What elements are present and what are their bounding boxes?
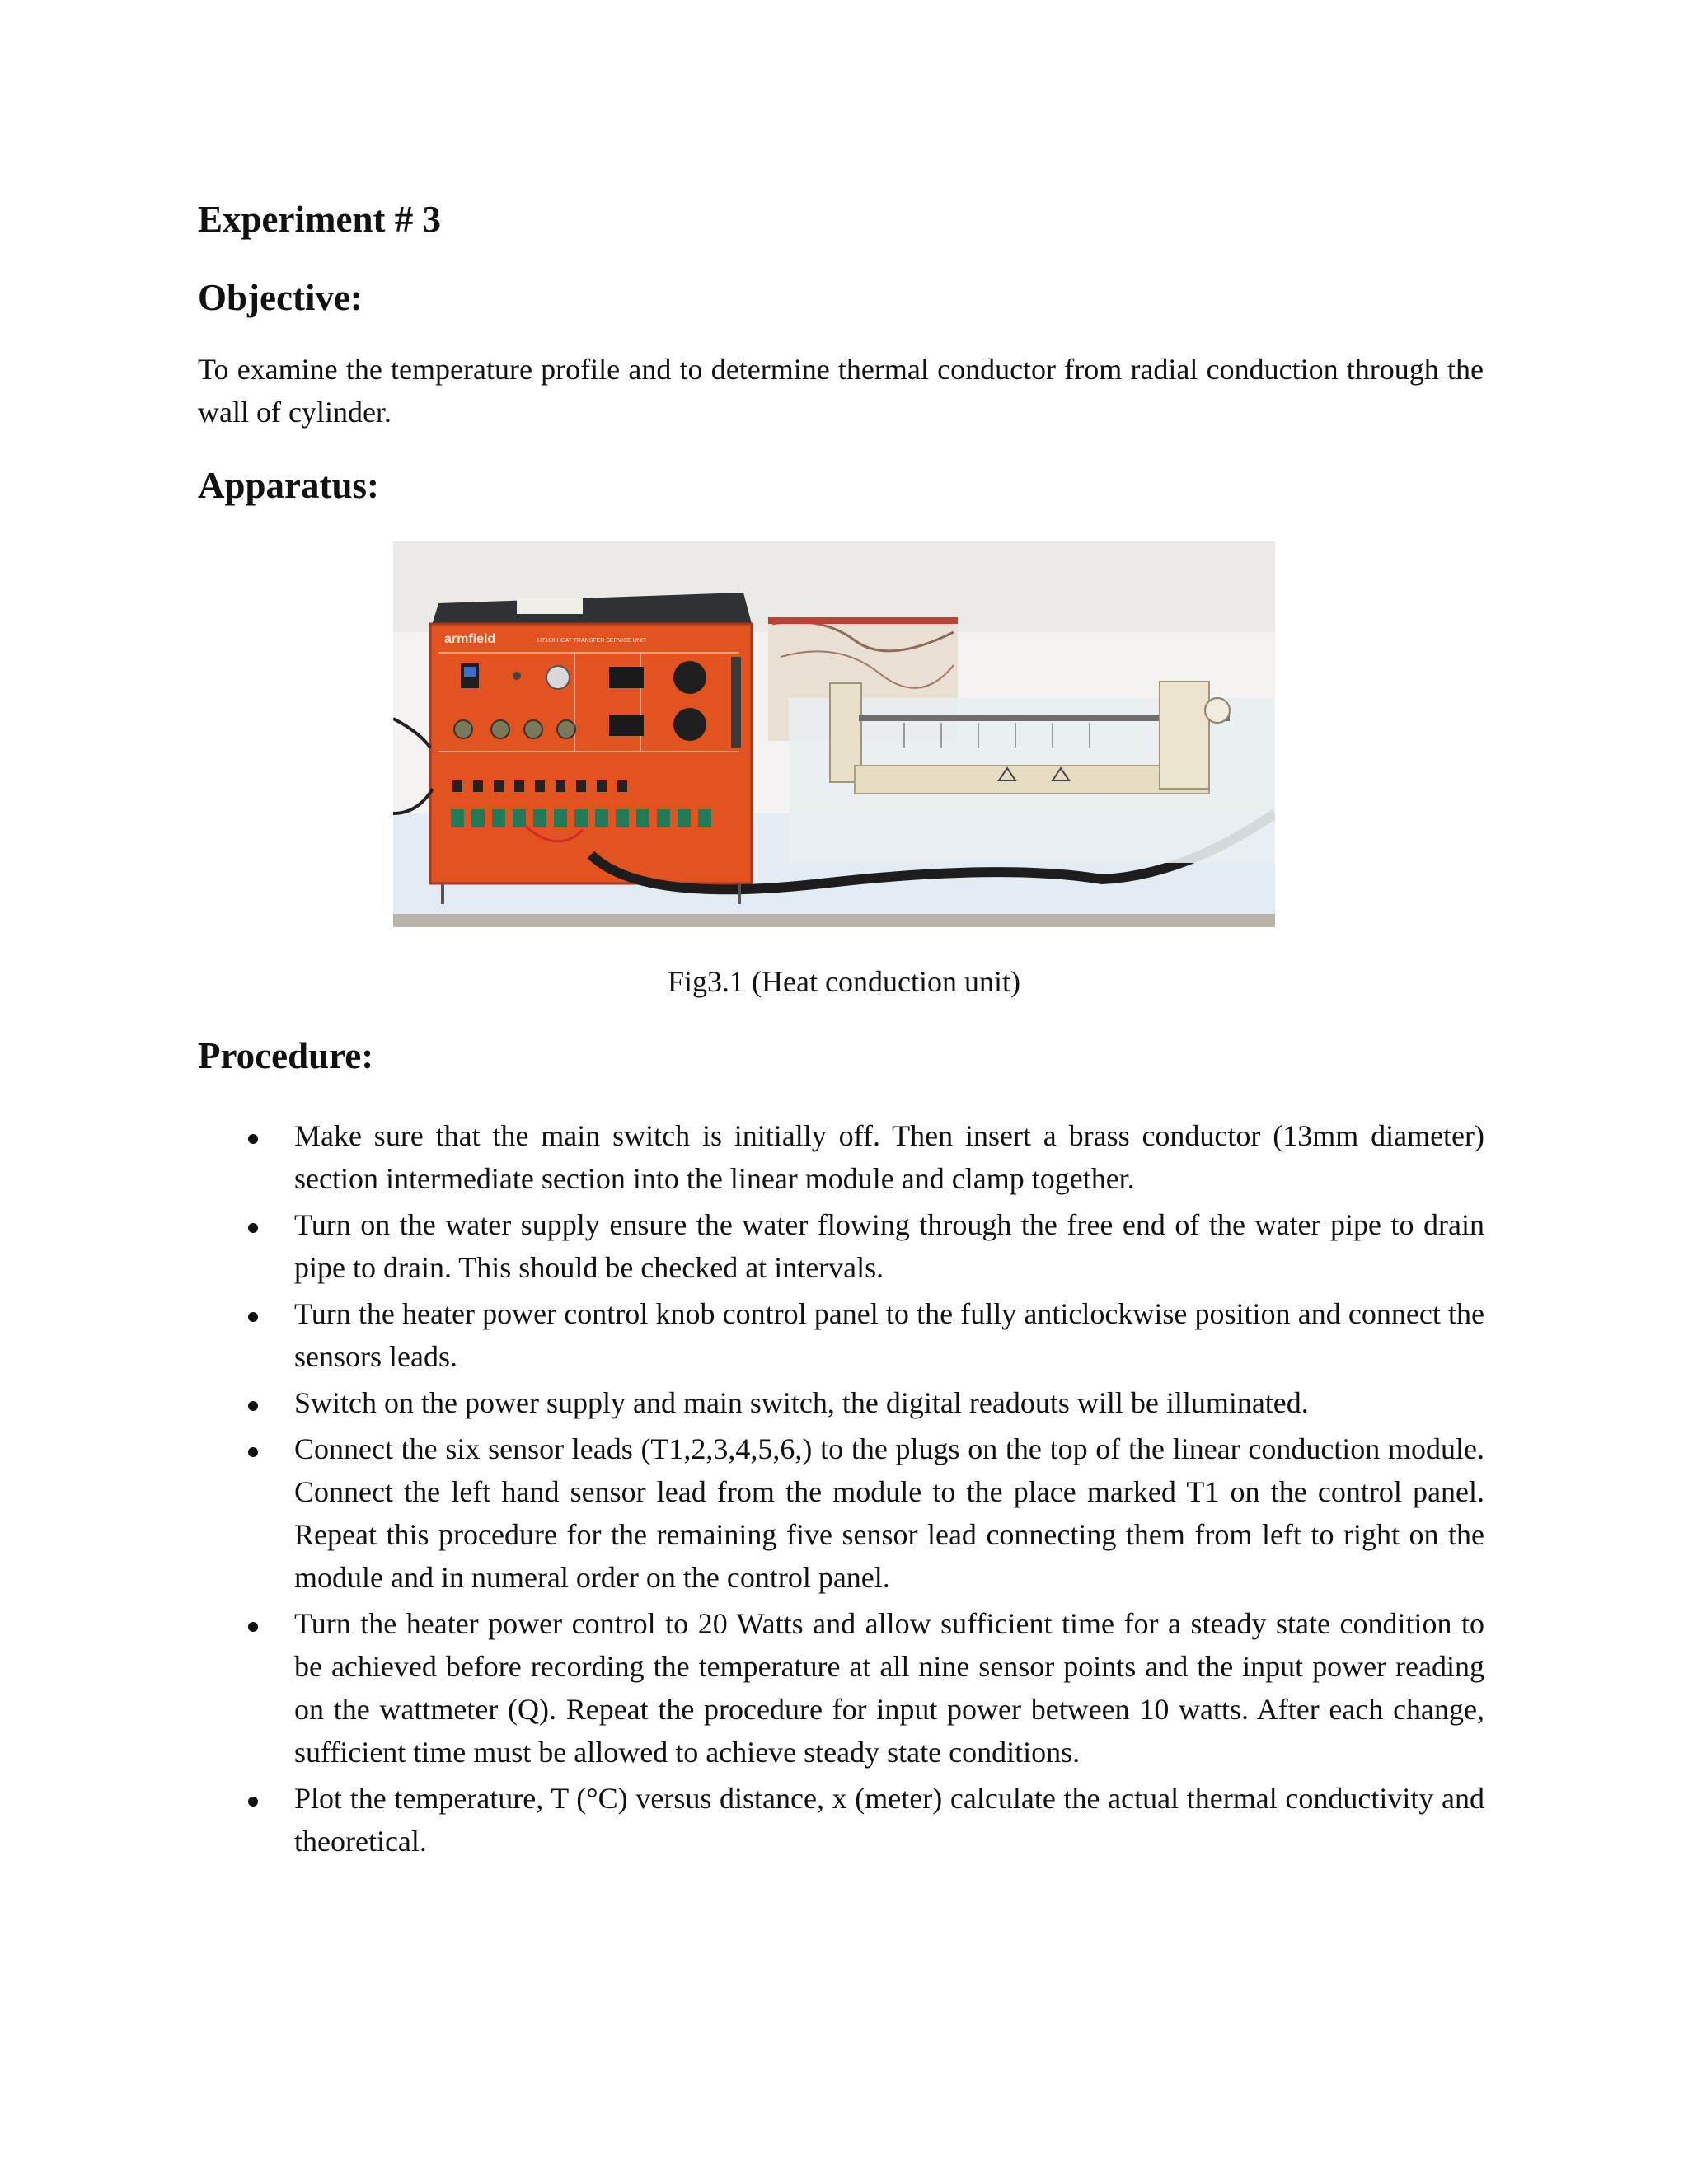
procedure-heading: Procedure: [198,1035,374,1076]
objective-heading: Objective: [198,277,363,318]
panel-label: HT10X HEAT TRANSFER SERVICE UNIT [537,638,647,644]
experiment-title: Experiment # 3 [198,199,441,240]
procedure-step-text: Plot the temperature, T (°C) versus distance, x (meter) calculate the actual thermal conductivity and theoretical. [294,1782,1484,1858]
bullet-icon [248,1312,258,1322]
procedure-step [0,1381,1484,1424]
bullet-icon [248,1622,258,1632]
procedure-step [0,1427,1484,1599]
apparatus-photo [393,541,1275,927]
procedure-step [0,1292,1484,1378]
bullet-icon [248,1401,258,1411]
procedure-list [0,1114,1484,1866]
bullet-icon [248,1447,258,1457]
procedure-step [0,1777,1484,1863]
procedure-step-text: Switch on the power supply and main switch, the digital readouts will be illuminated. [294,1386,1309,1419]
objective-text: To examine the temperature profile and to determine thermal conductor from radial conduction through the wall of cylinder. [198,353,1484,429]
procedure-step-text: Turn the heater power control knob control panel to the fully anticlockwise position and connect the sensors leads. [294,1297,1484,1373]
procedure-step-text: Connect the six sensor leads (T1,2,3,4,5,6,) to the plugs on the top of the linear conduction module. Connect the left hand sensor lead from the module to the place marked T1 on the control panel. Repeat this procedure for the remaining five sensor lead connecting them from left to right on the module and in numeral order on the control panel. [294,1432,1484,1594]
bullet-icon [248,1797,258,1807]
bullet-icon [248,1134,258,1144]
procedure-step-text: Turn the heater power control to 20 Watts and allow sufficient time for a steady state condition to be achieved before recording the temperature at all nine sensor points and the input power reading on the wattmeter (Q). Repeat the procedure for input power between 10 watts. After each change, sufficient time must be allowed to achieve steady state conditions. [294,1607,1484,1769]
figure-caption: Fig3.1 (Heat conduction unit) [668,965,1020,998]
bullet-icon [248,1223,258,1233]
procedure-step [0,1203,1484,1289]
procedure-step-text: Make sure that the main switch is initially off. Then insert a brass conductor (13mm diameter) section intermediate section into the linear module and clamp together. [294,1119,1484,1195]
procedure-step [0,1114,1484,1200]
brand-label: armfield [444,632,496,646]
procedure-step [0,1602,1484,1774]
apparatus-heading: Apparatus: [198,465,380,506]
procedure-step-text: Turn on the water supply ensure the water flowing through the free end of the water pipe to drain pipe to drain. This should be checked at intervals. [294,1208,1484,1284]
